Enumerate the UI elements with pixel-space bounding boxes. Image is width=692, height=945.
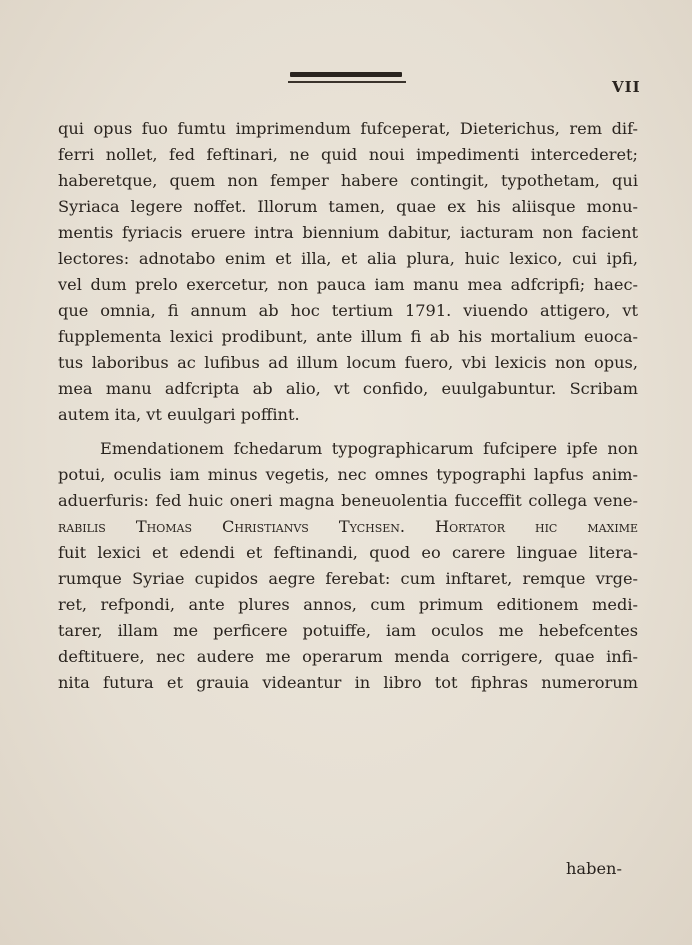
paragraph-first-line: Emendationem fchedarum typographicarum fufcipere ipfe non (100, 439, 638, 458)
text-line: rumque Syriae cupidos aegre ferebat: cum inftaret, remque vrge- (58, 569, 638, 588)
paragraph-last-line: autem ita, vt euulgari poffint. (58, 405, 300, 424)
ornament-thin-rule (288, 81, 406, 83)
text-line: mea manu adfcripta ab alio, vt confido, euulgabuntur. Scribam (58, 379, 638, 398)
header-ornament-rule (288, 72, 406, 86)
text-line: que omnia, fi annum ab hoc tertium 1791. viuendo attigero, vt (58, 301, 638, 320)
text-line: qui opus fuo fumtu imprimendum fufceperat, Dieterichus, rem dif- (58, 119, 638, 138)
text-line: ret, refpondi, ante plures annos, cum primum editionem medi- (58, 595, 638, 614)
text-line: vel dum prelo exercetur, non pauca iam manu mea adfcripfi; haec- (58, 275, 638, 294)
text-line: tarer, illam me perficere potuiffe, iam oculos me hebefcentes (58, 621, 638, 640)
text-line: mentis fyriacis eruere intra biennium dabitur, iacturam non facient (58, 223, 638, 242)
page-number: VII (612, 78, 641, 96)
text-line: haberetque, quem non femper habere contingit, typothetam, qui (58, 171, 638, 190)
text-line: lectores: adnotabo enim et illa, et alia plura, huic lexico, cui ipfi, (58, 249, 638, 268)
text-line: Syriaca legere noffet. Illorum tamen, quae ex his aliisque monu- (58, 197, 638, 216)
text-line: deftituere, nec audere me operarum menda corrigere, quae infi- (58, 647, 638, 666)
ornament-thick-rule (290, 72, 402, 77)
text-line: ferri nollet, fed feftinari, ne quid noui impedimenti intercederet; (58, 145, 638, 164)
text-line: aduerfuris: fed huic oneri magna beneuolentia fucceffit collega vene- (58, 491, 638, 510)
text-line: fuit lexici et edendi et feftinandi, quod eo carere linguae litera- (58, 543, 638, 562)
text-line: potui, oculis iam minus vegetis, nec omnes typographi lapfus anim- (58, 465, 638, 484)
text-line: nita futura et grauia videantur in libro tot fiphras numerorum (58, 673, 638, 692)
catchword: haben- (566, 859, 622, 878)
text-line: tus laboribus ac lufibus ad illum locum fuero, vbi lexicis non opus, (58, 353, 638, 372)
text-line: fupplementa lexici prodibunt, ante illum fi ab his mortalium euoca- (58, 327, 638, 346)
text-line-small-caps-name: rabilis Thomas Christianvs Tychsen. Hortator hic maxime (58, 517, 638, 536)
